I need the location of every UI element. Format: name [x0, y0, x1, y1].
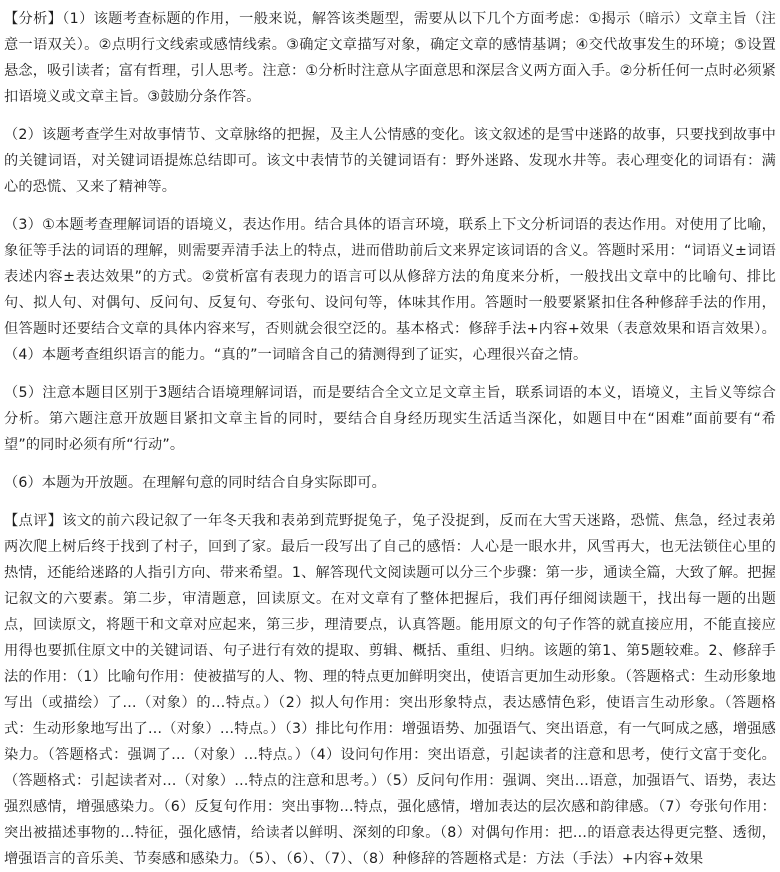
analysis-tag: 【分析】 — [4, 11, 63, 27]
review-tag: 【点评】 — [4, 513, 63, 529]
analysis-item-3: （3）①本题考查理解词语的语境义，表达作用。结合具体的语言环境，联系上下文分析词语的表达作用。对使用了比喻，象征等手法的词语的理解，则需要弄清手法上的特点，进而借助前后文来界定该词语的含义。答题时采用：“词语义±词语表述内容±表达效果”的方式。②赏析富有表现力的语言可以从修辞方法的角度来分析，一般找出文章中的比喻句、排比句、拟人句、对偶句、反问句、反复句、夸张句、设问句等，体味其作用。答题时一般要紧紧扣住各种修辞手法的作用，但答题时还要结合文章的具体内容来写，否则就会很空泛的。基本格式：修辞手法+内容+效果（表意效果和语言效果）。（4）本题考查组织语言的能力。“真的”一词暗含自己的猜测得到了证实，心理很兴奋之情。 — [4, 217, 776, 363]
analysis-paragraph-5 — [4, 470, 776, 496]
paragraph-gap — [4, 496, 776, 508]
paragraph-gap — [4, 200, 776, 212]
analysis-item-5: （5）注意本题目区别于3题结合语境理解词语，而是要结合全文立足文章主旨，联系词语的本义，语境义，主旨义等综合分析。第六题注意开放题目紧扣文章主旨的同时，要结合自身经历现实生活适当深化，如题目中在“困难”面前要有“希望”的同时必须有所“行动”。 — [4, 385, 776, 453]
analysis-item-1: （1）该题考查标题的作用，一般来说，解答该类题型，需要从以下几个方面考虑：①揭示（暗示）文章主旨（注意一语双关）。②点明行文线索或感情线索。③确定文章描写对象，确定文章的感情基调；④交代故事发生的环境；⑤设置悬念，吸引读者；富有哲理，引人思考。注意：①分析时注意从字面意思和深层含义两方面入手。②分析任何一点时必须紧扣语境义或文章主旨。③鼓励分条作答。 — [4, 11, 776, 105]
analysis-paragraph-2 — [4, 122, 776, 200]
analysis-item-6: （6）本题为开放题。在理解句意的同时结合自身实际即可。 — [4, 475, 386, 491]
paragraph-gap — [4, 458, 776, 470]
paragraph-gap — [4, 110, 776, 122]
analysis-paragraph-1 — [4, 6, 776, 110]
review-text: 该文的前六段记叙了一年冬天我和表弟到荒野捉兔子，兔子没捉到，反而在大雪天迷路，恐慌、焦急，经过表弟两次爬上树后终于找到了村子，回到了家。最后一段写出了自己的感悟：人心是一眼水井，风雪再大，也无法锁住心里的热情，还能给迷路的人指引方向、带来希望。1、解答现代文阅读题可以分三个步骤：第一步，通读全篇，大致了解。把握记叙文的六要素。第二步，审清题意，回读原文。在对文章有了整体把握后，我们再仔细阅读题干，找出每一题的出题点，回读原文，将题干和文章对应起来，第三步，理清要点，认真答题。能用原文的句子作答的就直接应用，不能直接应用得也要抓住原文中的关键词语、句子进行有效的提取、剪辑、概括、重组、归纳。该题的第1、第5题较难。2、修辞手法的作用：（1）比喻句作用：使被描写的人、物、理的特点更加鲜明突出，使语言更加生动形象。（答题格式：生动形象地写出（或描绘）了…（对象）的…特点。）（2）拟人句作用：突出形象特点，表达感情色彩，使语言生动形象。（答题格式：生动形象地写出了…（对象）…特点。）（3）排比句作用：增强语势、加强语气、突出语意，有一气呵成之感，增强感染力。（答题格式：强调了…（对象）…特点。）（4）设问句作用：突出语意，引起读者的注意和思考，使行文富于变化。（答题格式：引起读者对…（对象）…特点的注意和思考。）（5）反问句作用：强调、突出…语意，加强语气、语势，表达强烈感情，增强感染力。（6）反复句作用：突出事物…特点，强化感情，增加表达的层次感和韵律感。（7）夸张句作用：突出被描述事物的…特征，强化感情，给读者以鲜明、深刻的印象。（8）对偶句作用：把…的语意表达得更完整、透彻，增强语言的音乐美、节奏感和感染力。（5）、（6）、（7）、（8）种修辞的答题格式是：方法（手法）+内容+效果 — [4, 513, 776, 867]
analysis-item-2: （2）该题考查学生对故事情节、文章脉络的把握，及主人公情感的变化。该文叙述的是雪中迷路的故事，只要找到故事中的关键词语，对关键词语提炼总结即可。该文中表情节的关键词语有：野外迷路、发现水井等。表心理变化的词语有：满心的恐慌、又来了精神等。 — [4, 127, 776, 195]
review-paragraph — [4, 508, 776, 872]
analysis-paragraph-3 — [4, 212, 776, 368]
paragraph-gap — [4, 368, 776, 380]
analysis-paragraph-4 — [4, 380, 776, 458]
